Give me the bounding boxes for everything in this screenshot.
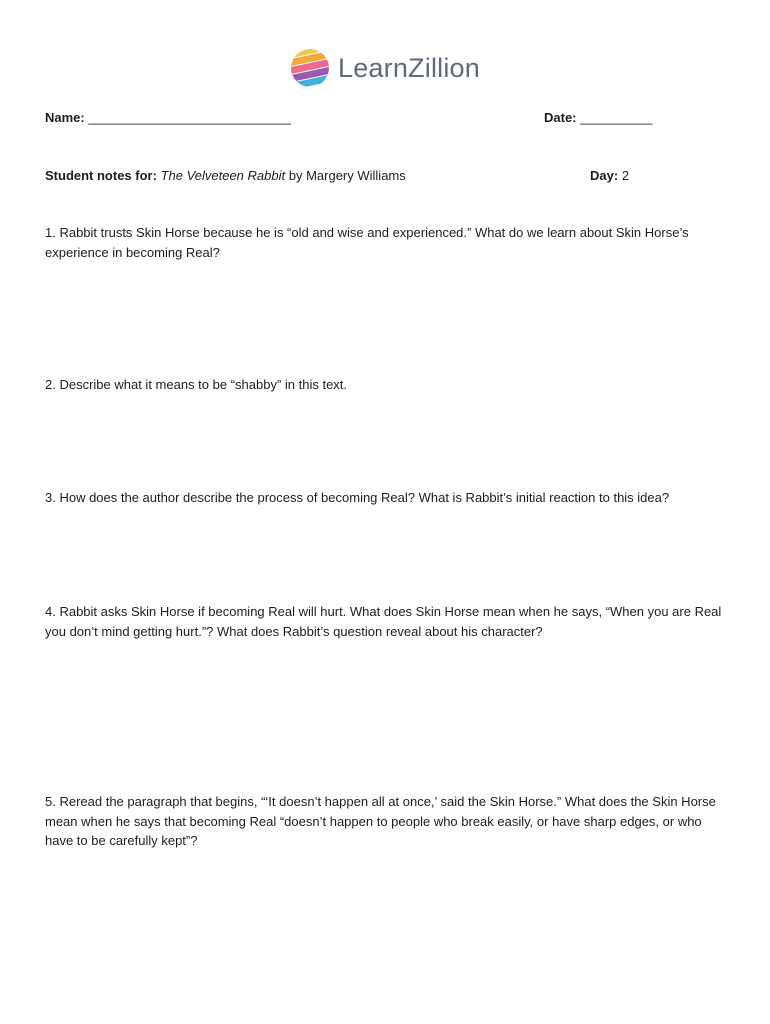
learnzillion-logo [290, 45, 480, 91]
logo-text: LearnZillion [338, 52, 480, 83]
day-label: Day: [590, 168, 619, 183]
question-4: 4. Rabbit asks Skin Horse if becoming Real will hurt. What does Skin Horse mean when he says, “When you are Real you don’t mind getting hurt.”? What does Rabbit’s question reveal about his character? [45, 604, 722, 639]
student-notes-label: Student notes for: [45, 168, 157, 183]
date-label: Date: [544, 110, 577, 125]
question-5: 5. Reread the paragraph that begins, “‘It doesn’t happen all at once,’ said the Skin Horse.” What does the Skin Horse mean when he says that becoming Real “doesn’t happen to people who break easily, or have sharp edges, or who have to be carefully kept”? [45, 794, 716, 848]
name-line [45, 108, 291, 127]
author-text: by Margery Williams [288, 168, 406, 183]
book-title: The Velveteen Rabbit [160, 168, 286, 183]
day-line [590, 166, 629, 185]
date-blank: __________ [580, 110, 653, 125]
question-3: 3. How does the author describe the process of becoming Real? What is Rabbit’s initial reaction to this idea? [45, 490, 670, 505]
day-value: 2 [621, 168, 630, 183]
name-label: Name: [45, 110, 85, 125]
date-line [544, 108, 652, 127]
question-2: 2. Describe what it means to be “shabby” in this text. [45, 377, 348, 392]
question-1: 1. Rabbit trusts Skin Horse because he is “old and wise and experienced.” What do we learn about Skin Horse’s experience in becoming Real? [45, 225, 689, 260]
name-blank: ____________________________ [88, 110, 291, 125]
learnzillion-logo-icon [290, 48, 330, 88]
student-notes-line [45, 166, 406, 185]
